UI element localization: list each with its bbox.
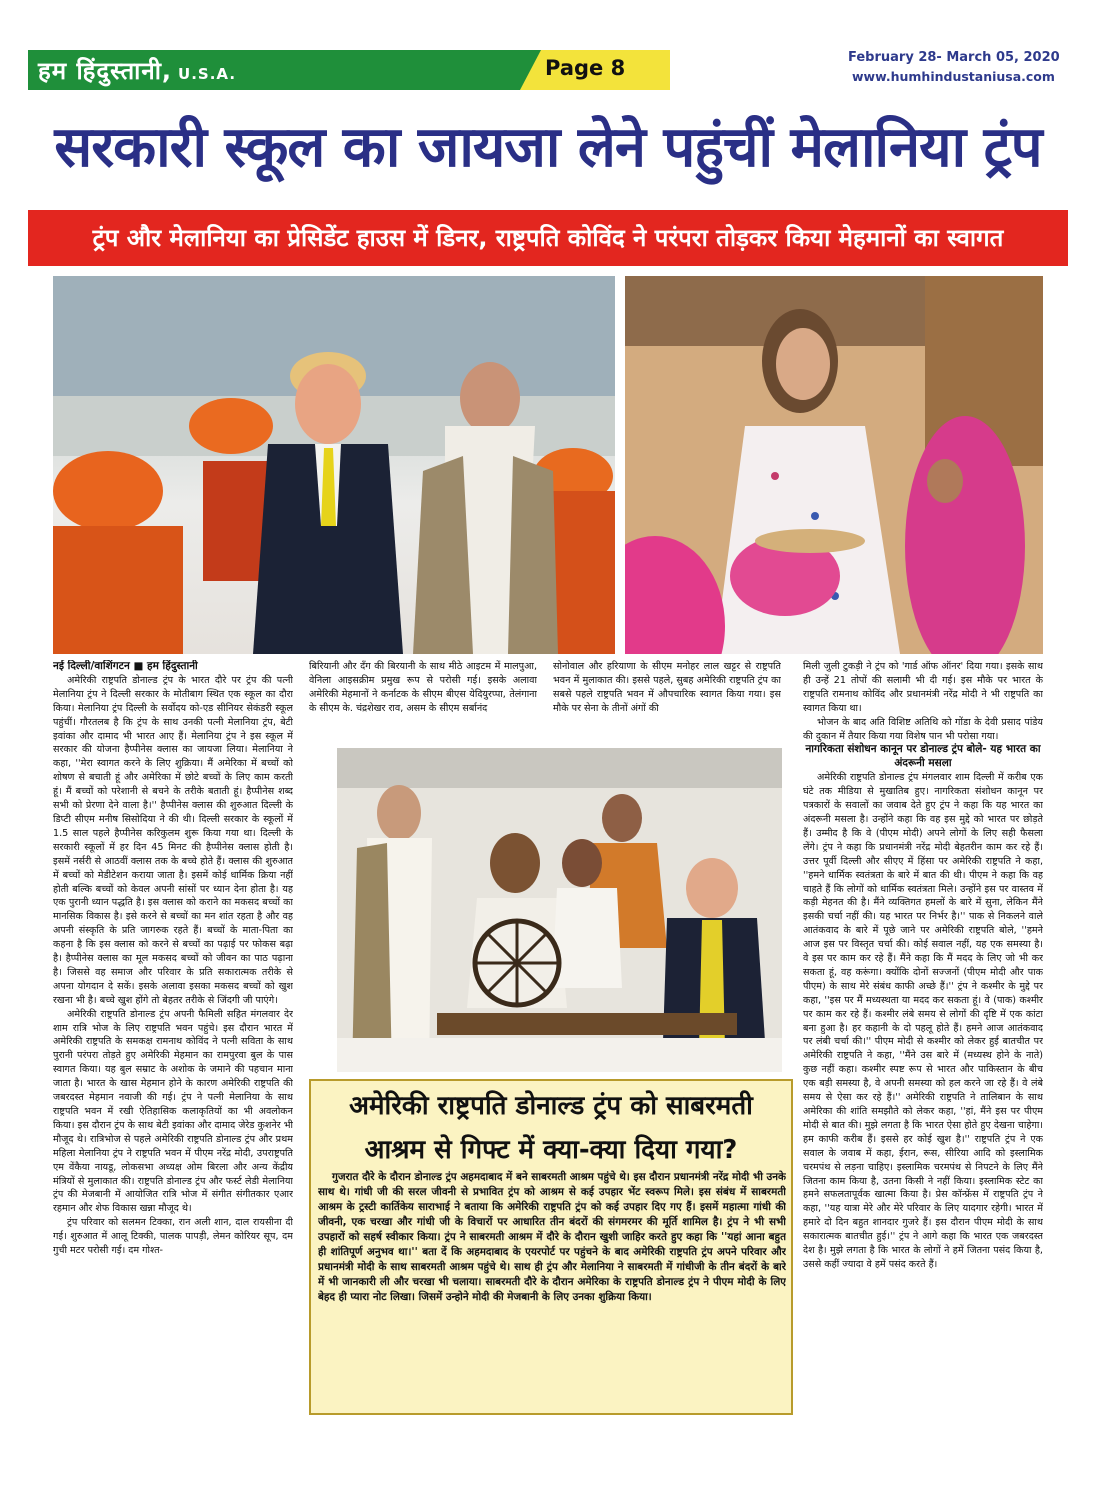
sub-headline: ट्रंप और मेलानिया का प्रेसिडेंट हाउस में डिनर, राष्ट्रपति कोविंद ने परंपरा तोड़कर किया मेहमानों का स्वागत [28, 210, 1068, 266]
highlight-title-line-2: आश्रम से गिफ्ट में क्या-क्या दिया गया? [364, 1135, 738, 1165]
article-column-1 [53, 660, 293, 1430]
article-subheading: नागरिकता संशोधन कानून पर डोनाल्ड ट्रंप बोले- यह भारत का अंदरूनी मसला [805, 743, 1041, 770]
main-headline: सरकारी स्कूल का जायजा लेने पहुंचीं मेलानिया ट्रंप [54, 115, 1042, 180]
article-column-3 [553, 660, 781, 744]
issue-date: February 28- March 05, 2020 [848, 50, 1060, 65]
page-number: Page 8 [545, 56, 626, 80]
photo-melania-greeting [625, 276, 1043, 654]
photo-leaders-welcome [53, 276, 615, 654]
highlight-title-line-1: अमेरिकी राष्ट्रपति डोनाल्ड ट्रंप को साबरमती [349, 1091, 753, 1121]
article-paragraph: अमेरिकी राष्ट्रपति डोनाल्ड ट्रंप मंगलवार शाम दिल्ली में करीब एक घंटे तक मीडिया से मुखातिब हुए। नागरिकता संशोधन कानून पर पत्रकारों के सवालों का जवाब देते हुए ट्रंप ने कहा कि यह भारत का अंदरूनी मसला है। उन्होंने कहा कि वह इस मुद्दे को भारत पर छोड़ते हैं। उम्मीद है कि वे (पीएम मोदी) अपने लोगों के लिए सही फैसला लेंगे। ट्रंप ने कहा कि प्रधानमंत्री नरेंद्र मोदी बेहतरीन काम कर रहे हैं। उत्तर पूर्वी दिल्ली और सीएए में हिंसा पर अमेरिकी राष्ट्रपति ने कहा, ''हमने धार्मिक स्वतंत्रता के बारे में बात की थी। पीएम ने कहा कि वह चाहते हैं कि लोगों को धार्मिक स्वतंत्रता मिले। उन्होंने इस पर वास्तव में कड़ी मेहनत की है। मैंने व्यक्तिगत हमलों के बारे में सुना, लेकिन मैंने इसकी चर्चा नहीं की। यह भारत पर निर्भर है।'' पाक से निकलने वाले आतंकवाद के बारे में पूछे जाने पर अमेरिकी राष्ट्रपति बोले, ''हमने आज इस पर विस्तृत चर्चा की। कोई सवाल नहीं, यह एक समस्या है। वे इस पर काम कर रहे हैं। मैंने कहा कि मैं मदद के लिए जो भी कर सकता हूं, वह करूंगा। क्योंकि दोनों सज्जनों (पीएम मोदी और पाक पीएम) के साथ मेरे संबंध काफी अच्छे हैं।'' ट्रंप ने कश्मीर के मुद्दे पर कहा, ''इस पर मैं मध्यस्थता या मदद कर सकता हूं। वे (पाक) कश्मीर पर काम कर रहे हैं। कश्मीर लंबे समय से लोगों की दृष्टि में एक कांटा बना हुआ है। हर कहानी के दो पहलू होते हैं। हमने आज आतंकवाद पर लंबी चर्चा की।'' पीएम मोदी से कश्मीर को लेकर हुई बातचीत पर अमेरिकी राष्ट्रपति ने कहा, ''मैंने उस बारे में (मध्यस्थ होने के नाते) कुछ नहीं कहा। कश्मीर स्पष्ट रूप से भारत और पाकिस्तान के बीच एक बड़ी समस्या है, वे अपनी समस्या को हल करने जा रहे हैं। वे लंबे समय से ऐसा कर रहे हैं।'' अमेरिकी राष्ट्रपति ने तालिबान के साथ अमेरिका की शांति समझौते को लेकर कहा, ''हां, मैंने इस पर पीएम मोदी से बात की। मुझे लगता है कि भारत ऐसा होते हुए देखना चाहेगा। हम काफी करीब हैं। इससे हर कोई खुश है।'' राष्ट्रपति ट्रंप ने एक सवाल के जवाब में कहा, ईरान, रूस, सीरिया आदि को इस्लामिक चरमपंथ से लड़ना चाहिए। इस्लामिक चरमपंथ से निपटने के लिए मैंने जितना काम किया है, उतना किसी ने नहीं किया। इस्लामिक स्टेट का हमने सफलतापूर्वक खात्मा किया है। प्रेस कॉन्फ्रेंस में राष्ट्रपति ट्रंप ने कहा, ''यह यात्रा मेरे और मेरे परिवार के लिए यादगार रहेगी। भारत में हमारे दो दिन बहुत शानदार गुजरे हैं। इस दौरान पीएम मोदी के साथ सकारात्मक बातचीत हुई।'' ट्रंप ने आगे कहा कि भारत एक जबरदस्त देश है। मुझे लगता है कि भारत के लोगों ने हमें जितना पसंद किया है, उससे कहीं ज्यादा वे हमें पसंद करते हैं। [803, 772, 1043, 1270]
article-column-4 [803, 660, 1043, 1430]
article-paragraph: ट्रंप परिवार को सलमन टिक्का, रान अली शान, दाल रायसीना दी गई। शुरुआत में आलू टिक्की, पालक पापड़ी, लेमन कोरियर सूप, दम गुची मटर परोसी गई। दम गोश्त- [53, 1217, 293, 1257]
article-paragraph: सोनोवाल और हरियाणा के सीएम मनोहर लाल खट्टर से राष्ट्रपति भवन में मुलाकात की। इससे पहले, सुबह अमेरिकी राष्ट्रपति ट्रंप का सबसे पहले राष्ट्रपति भवन में औपचारिक स्वागत किया गया। इस मौके पर सेना के तीनों अंगों की [553, 661, 781, 714]
highlight-box-body [318, 1170, 786, 1410]
article-column-2 [309, 660, 537, 744]
article-paragraph: मिली जुली टुकड़ी ने ट्रंप को 'गार्ड ऑफ ऑनर' दिया गया। इसके साथ ही उन्हें 21 तोपों की सलामी भी दी गई। इस मौके पर भारत के राष्ट्रपति रामनाथ कोविंद और प्रधानमंत्री नरेंद्र मोदी ने भी राष्ट्रपति का स्वागत किया था। [803, 661, 1043, 714]
masthead-title: हम हिंदुस्तानी, U.S.A. [38, 57, 237, 85]
highlight-box-title [320, 1084, 782, 1172]
article-paragraph: अमेरिकी राष्ट्रपति डोनाल्ड ट्रंप अपनी फैमिली सहित मंगलवार देर शाम रात्रि भोज के लिए राष्ट्रपति भवन पहुंचे। इस दौरान भारत में अमेरिकी राष्ट्रपति के समकक्ष रामनाथ कोविंद ने पत्नी सविता के साथ पुरानी परंपरा तोड़ते हुए अमेरिकी मेहमान का रामपुरवा बुल के पास स्वागत किया। यह बुल सम्राट के अशोक के जमाने की पहचान माना जाता है। भारत के खास मेहमान होने के कारण अमेरिकी राष्ट्रपति की जबरदस्त मेहमान नवाजी की गई। ट्रंप ने पत्नी मेलानिया के साथ राष्ट्रपति भवन में रखी ऐतिहासिक कलाकृतियों का भी अवलोकन किया। इस दौरान ट्रंप के साथ बेटी इवांका और दामाद जेरेड कुशनेर भी मौजूद थे। रात्रिभोज से पहले अमेरिकी राष्ट्रपति डोनाल्ड ट्रंप और प्रथम महिला मेलानिया ट्रंप ने राष्ट्रपति भवन में पीएम नरेंद्र मोदी, उपराष्ट्रपति एम वेंकैया नायडू, लोकसभा अध्यक्ष ओम बिरला और अन्य केंद्रीय मंत्रियों से मुलाकात की। राष्ट्रपति डोनाल्ड ट्रंप और फर्स्ट लेडी मेलानिया ट्रंप की मेजबानी में आयोजित रात्रि भोज में संगीत संगीतकार एआर रहमान और शेफ विकास खन्ना मौजूद थे। [53, 1008, 293, 1215]
highlight-paragraph: गुजरात दौरे के दौरान डोनाल्ड ट्रंप अहमदाबाद में बने साबरमती आश्रम पहुंचे थे। इस दौरान प्रधानमंत्री नरेंद्र मोदी भी उनके साथ थे। गांधी जी की सरल जीवनी से प्रभावित ट्रंप को आश्रम से कई उपहार भेंट स्वरूप मिले। इस संबंध में साबरमती आश्रम के ट्रस्टी कार्तिकेय साराभाई ने बताया कि अमेरिकी राष्ट्रपति ट्रंप को कई उपहार दिए गए हैं। इसमें महात्मा गांधी की जीवनी, एक चरखा और गांधी जी के विचारों पर आधारित तीन बंदरों की संगमरमर की मूर्ति शामिल है। ट्रंप ने भी सभी उपहारों को सहर्ष स्वीकार किया। ट्रंप ने साबरमती आश्रम में दौरे के दौरान खुशी जाहिर करते हुए कहा कि ''यहां आना बहुत ही शांतिपूर्ण अनुभव था।'' बता दें कि अहमदाबाद के एयरपोर्ट पर पहुंचने के बाद अमेरिकी राष्ट्रपति ट्रंप अपने परिवार और प्रधानमंत्री मोदी के साथ साबरमती आश्रम पहुंचे थे। साथ ही ट्रंप और मेलानिया ने साबरमती में गांधीजी के तीन बंदरों के बारे में भी जानकारी ली और चरखा भी चलाया। साबरमती दौरे के दौरान अमेरिका के राष्ट्रपति डोनाल्ड ट्रंप ने पीएम मोदी के लिए बेहद ही प्यारा नोट लिखा। जिसमें उन्होने मोदी की मेजबानी के लिए उनका शुक्रिया किया। [318, 1171, 786, 1303]
article-byline: नई दिल्ली/वाशिंगटन ■ हम हिंदुस्तानी [53, 660, 198, 672]
website-link[interactable]: www.humhindustaniusa.com [852, 69, 1055, 84]
article-paragraph: अमेरिकी राष्ट्रपति डोनाल्ड ट्रंप के भारत दौरे पर ट्रंप की पत्नी मेलानिया ट्रंप ने दिल्ली सरकार के मोतीबाग स्थित एक स्कूल का दौरा किया। मेलानिया ट्रंप दिल्ली के सर्वोदय को-एड सीनियर सेकंडरी स्कूल पहुंचीं। गौरतलब है कि ट्रंप के साथ उनकी पत्नी मेलानिया ट्रंप, बेटी इवांका और दामाद भी भारत आए हैं। मेलानिया ट्रंप ने इस स्कूल में सरकार की योजना हैप्पीनेस क्लास का जायजा लिया। मेलानिया ने कहा, ''मेरा स्वागत करने के लिए शुक्रिया। मैं अमेरिका में बच्चों को शोषण से बचाती हूं और अमेरिका में छोटे बच्चों के लिए काम करती हूं। मैं बच्चों को परेशानी से बचने के तरीके बताती हूं। हैप्पीनेस शब्द सभी को प्रेरणा देने वाला है।'' हैप्पीनेस क्लास की शुरुआत दिल्ली के डिप्टी सीएम मनीष सिसोदिया ने की थी। दिल्ली सरकार के स्कूलों में 1.5 साल पहले हैप्पीनेस करिकुलम शुरू किया गया था। दिल्ली के सरकारी स्कूलों में हर दिन 45 मिनट की हैप्पीनेस क्लास होती है। इसमें नर्सरी से आठवीं क्लास तक के बच्चे होते हैं। क्लास की शुरुआत में बच्चों को मेडीटेशन कराया जाता है। इसमें कोई धार्मिक क्रिया नहीं होती बल्कि बच्चों को केवल अपनी सांसों पर ध्यान देना होता है। यह एक पुरानी ध्यान पद्धति है। इस क्लास को कराने का मकसद बच्चों का मानसिक विकास है। इसे करने से बच्चों का मन शांत रहता है और वह अपनी संस्कृति के प्रति जागरुक रहते हैं। बच्चों के माता-पिता का कहना है कि इस क्लास को करने से बच्चों का पढ़ाई पर फोकस बढ़ा है। हैप्पीनेस क्लास का मूल मकसद बच्चों को जीवन का पाठ पढ़ाना है। जिससे वह समाज और परिवार के प्रति सकारात्मक तरीके से अपना योगदान दे सकें। इसके अलावा इसका मकसद बच्चों को खुश रखना भी है। बच्चे खुश होंगे तो बेहतर तरीके से जिंदगी जी पाएंगे। [53, 674, 293, 1006]
article-paragraph: भोजन के बाद अति विशिष्ट अतिथि को गोंडा के देवी प्रसाद पांडेय की दुकान में तैयार किया गया विशेष पान भी परोसा गया। [803, 716, 1043, 742]
article-paragraph: बिरियानी और दँग की बिरयानी के साथ मीठे आइटम में मालपुआ, वेनिला आइसक्रीम प्रमुख रूप से परोसी गई। इसके अलावा अमेरिकी मेहमानों ने कर्नाटक के सीएम बीएस येदियुरप्पा, तेलंगाना के सीएम के. चंद्रशेखर राव, असम के सीएम सर्बानंद [309, 661, 537, 714]
photo-sabarmati-charkha [337, 748, 782, 1072]
masthead-region: U.S.A. [178, 65, 237, 83]
